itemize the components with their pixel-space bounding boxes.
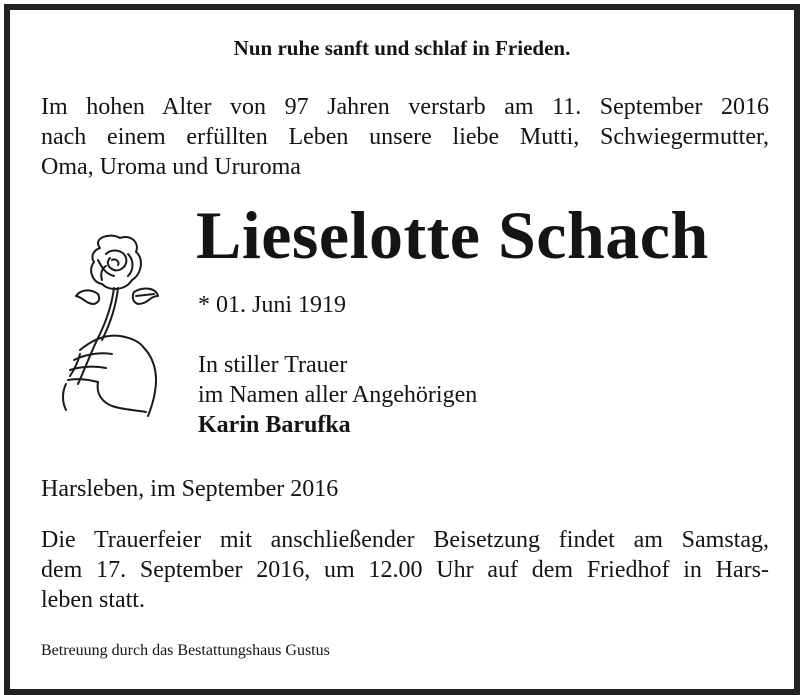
motto: Nun ruhe sanft und schlaf in Frieden. xyxy=(233,36,571,60)
birth-date: * 01. Juni 1919 xyxy=(198,292,347,318)
intro-line-3: Oma, Uroma und Ururoma xyxy=(41,154,301,180)
deceased-name: Lieselotte Schach xyxy=(196,197,709,273)
mourning-line-1: In stiller Trauer xyxy=(198,352,348,378)
funeral-line-1: Die Trauerfeier mit anschließender Beisetzung findet am Samstag, xyxy=(41,527,769,553)
funeral-line-2: dem 17. September 2016, um 12.00 Uhr auf dem Friedhof in Hars- xyxy=(41,557,769,583)
funeral-home-credit: Betreuung durch das Bestattungshaus Gustus xyxy=(41,642,330,659)
funeral-info xyxy=(41,525,769,615)
mourning-block xyxy=(198,350,477,440)
mourning-line-2: im Namen aller Angehörigen xyxy=(198,382,478,408)
signer-name: Karin Barufka xyxy=(198,412,351,438)
intro-line-1: Im hohen Alter von 97 Jahren verstarb am 11. September 2016 xyxy=(41,94,769,120)
intro-text xyxy=(41,92,769,182)
obituary-notice xyxy=(4,4,800,695)
funeral-line-3: leben statt. xyxy=(41,587,145,613)
hand-holding-rose-icon xyxy=(40,230,190,420)
place-date: Harsleben, im September 2016 xyxy=(41,476,339,502)
intro-line-2: nach einem erfüllten Leben unsere liebe Mutti, Schwiegermutter, xyxy=(41,124,769,150)
